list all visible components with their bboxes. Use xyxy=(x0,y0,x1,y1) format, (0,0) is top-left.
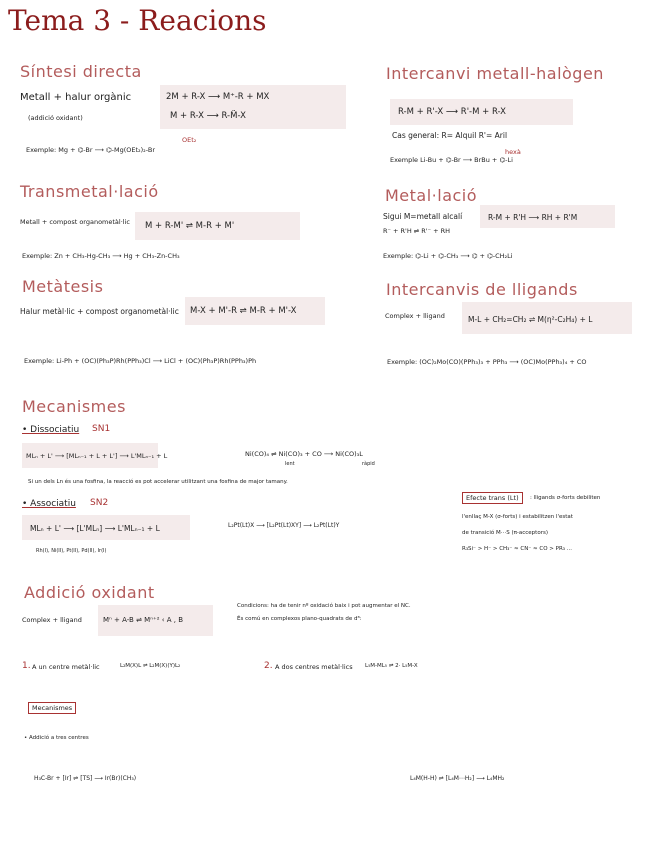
heading-addicio: Addició oxidant xyxy=(24,583,155,602)
heading-mecanismes: Mecanismes xyxy=(22,397,126,416)
lligands-eq: M-L + CH₂=CH₂ ⇌ M(η²-C₂H₄) + L xyxy=(468,315,593,324)
metatesis-label: Halur metàl·lic + compost organometàl·lic xyxy=(20,307,179,316)
heading-transmetallacio: Transmetal·lació xyxy=(20,182,159,201)
addicio-tres-eq-2: L₄M(H-H) ⇌ [L₄M⋯H₂] ⟶ L₄MH₂ xyxy=(410,775,505,782)
metatesis-example: Exemple: Li-Ph + (OC)(Ph₃P)Rh(PPh₃)Cl ⟶ LiCl + (OC)(Ph₃P)Rh(PPh₃)Ph xyxy=(24,357,257,365)
dissociatiu-fast: ràpid xyxy=(362,461,375,467)
addicio-tres-eq-1: H₃C-Br + [Ir] ⇌ [TS] ⟶ Ir(Br)(CH₃) xyxy=(34,775,137,782)
transmet-example: Exemple: Zn + CH₃-Hg-CH₃ ⟶ Hg + CH₃-Zn-CH₃ xyxy=(22,252,180,260)
dissociatiu-eq: MLₙ + L' ⟶ [MLₙ₋₁ + L + L'] ⟶ L'MLₙ₋₁ + L xyxy=(26,452,168,460)
trans-series: R₃Si⁻ > H⁻ > CH₃⁻ ≈ CN⁻ ≈ CO > PR₃ ... xyxy=(462,546,572,552)
addicio-two-eq: L₅M-ML₅ ⇌ 2· L₅M-X xyxy=(365,663,418,669)
trans-effect-box: Efecte trans (Lt) xyxy=(462,492,523,504)
metatesis-eq: M-X + M'-R ⇌ M-R + M'-X xyxy=(190,306,297,316)
addicio-cond-2: És comú en complexos plano-quadrats de d⁸: xyxy=(237,616,362,622)
addicio-tres: • Addició a tres centres xyxy=(24,735,89,741)
addicio-label: Complex + lligand xyxy=(22,616,82,624)
transmet-label: Metall + compost organometàl·lic xyxy=(20,218,130,226)
metallacio-label: Sigui M=metall alcalí xyxy=(383,212,463,221)
page-title: Tema 3 - Reacions xyxy=(8,4,267,37)
sintesi-cond: OEt₂ xyxy=(182,136,197,144)
dissociatiu-example: Ni(CO)₄ ⇌ Ni(CO)₃ + CO ⟶ Ni(CO)₃L xyxy=(245,450,363,458)
sintesi-eq2: M + R-X ⟶ R-M̈-X xyxy=(170,111,246,121)
addicio-two-text: A dos centres metàl·lics xyxy=(275,663,353,671)
sintesi-sub: (addició oxidant) xyxy=(28,114,83,122)
associatiu-label: • Associatiu xyxy=(22,499,76,509)
associatiu-example: L₂Pt(Lt)X ⟶ [L₂Pt(Lt)XY] ⟶ L₂Pt(Lt)Y xyxy=(228,522,340,529)
addicio-mecanismes-box: Mecanismes xyxy=(28,702,76,714)
sintesi-example: Exemple: Mg + ⌬-Br ⟶ ⌬-Mg(OEt₂)₂-Br xyxy=(26,146,156,154)
associatiu-metals: Rh(I), Ni(II), Pt(II), Pd(II), Ir(I) xyxy=(36,548,107,554)
heading-metatesis: Metàtesis xyxy=(22,277,104,296)
metallacio-eq2: R⁻ + R'H ⇌ R'⁻ + RH xyxy=(383,227,451,235)
trans-text-3: de transició M⋯S (π-acceptors) xyxy=(462,530,548,536)
sintesi-eq1: 2M + R-X ⟶ M⁺-R + MX xyxy=(166,92,270,102)
heading-lligands: Intercanvis de lligands xyxy=(386,280,578,299)
intercanvi-mh-example: Exemple Li-Bu + ⌬-Br ⟶ BrBu + ⌬-Li xyxy=(390,156,513,164)
addicio-one-text: A un centre metàl·lic xyxy=(32,663,100,671)
sintesi-label: Metall + halur orgànic xyxy=(20,92,132,103)
intercanvi-mh-eq: R-M + R'-X ⟶ R'-M + R-X xyxy=(398,107,506,117)
addicio-one-number: 1. xyxy=(22,661,31,671)
lligands-label: Complex + lligand xyxy=(385,312,445,320)
addicio-one-eq: L₂M(X)L ⇌ L₂M(X)(Y)L₂ xyxy=(120,663,181,669)
metallacio-example: Exemple: ⌬-Li + ⌬-CH₃ ⟶ ⌬ + ⌬-CH₂Li xyxy=(383,252,513,260)
heading-sintesi: Síntesi directa xyxy=(20,62,142,81)
trans-text-1: : lligands σ-forts debiliten xyxy=(530,495,601,501)
associatiu-eq: MLₙ + L' ⟶ [L'MLₙ] ⟶ L'MLₙ₋₁ + L xyxy=(30,524,160,533)
dissociatiu-label: • Dissociatiu xyxy=(22,425,80,435)
heading-metallacio: Metal·lació xyxy=(385,186,478,205)
lligands-example: Exemple: (OC)₂Mo(CO)(PPh₃)₃ + PPh₃ ⟶ (OC)Mo(PPh₃)₄ + CO xyxy=(387,358,587,366)
dissociatiu-tag: SN1 xyxy=(92,424,111,434)
addicio-two-number: 2. xyxy=(264,661,273,671)
intercanvi-mh-cas: Cas general: R= Alquil R'= Aril xyxy=(392,131,508,140)
heading-intercanvi-mh: Intercanvi metall-halògen xyxy=(386,64,604,83)
associatiu-tag: SN2 xyxy=(90,498,109,508)
dissociatiu-note: Si un dels Ln és una fosfina, la reacció es pot accelerar utilitzant una fosfina de major tamany. xyxy=(28,479,288,485)
addicio-cond-1: Condicions: ha de tenir nº oxidació baix i pot augmentar el NC. xyxy=(237,603,411,609)
trans-text-2: l'enllaç M-X (σ-forts) i estabilitzen l'estat xyxy=(462,514,573,520)
metallacio-eq: R-M + R'H ⟶ RH + R'M xyxy=(488,213,578,222)
transmet-eq: M + R-M' ⇌ M-R + M' xyxy=(145,221,235,231)
addicio-eq: Mⁿ + A-B ⇌ Mⁿ⁺² ‹ A , B xyxy=(103,616,184,624)
intercanvi-mh-cond: hexà xyxy=(505,148,521,156)
dissociatiu-slow: lent xyxy=(285,461,295,467)
